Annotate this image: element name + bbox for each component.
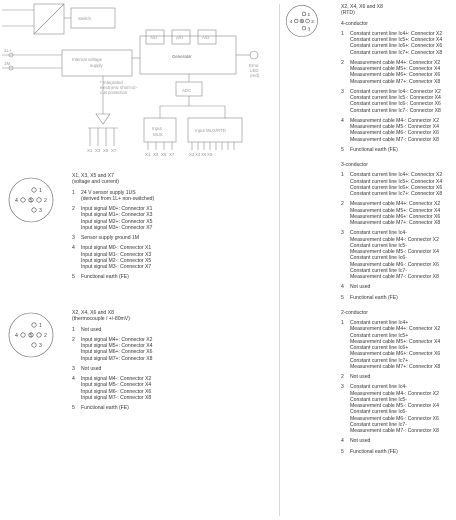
list-item [341, 295, 455, 301]
pin-4-label: 4 [15, 198, 18, 204]
item-line: Measurement cable M7-: Connector X8 [350, 428, 439, 434]
item-line: Measurement cable M7+: Connector X8 [350, 363, 441, 370]
item-number: 3 [72, 235, 75, 241]
item-line: Not used [350, 438, 371, 445]
item-line: Measurement cable M5-: Connector X4 [350, 124, 439, 130]
bottom-left-pin-label: X5 [103, 148, 109, 153]
comparator-2-label: A/D [176, 35, 184, 40]
item-number: 5 [341, 448, 344, 455]
list-item [341, 449, 455, 455]
mux-left-line-2: MUX [153, 132, 163, 137]
list-item [341, 31, 455, 56]
pin-5-label: 5 [29, 198, 33, 204]
item-number: 1 [72, 189, 75, 196]
internal-voltage-line-1: Internal voltage [72, 57, 103, 62]
item-line: Sensor supply ground 1M [81, 235, 140, 241]
item-line: Constant current line Ic6- [350, 409, 407, 416]
list-item [341, 60, 455, 85]
pin-1-label: 1 [307, 13, 311, 19]
list-item [341, 374, 455, 380]
pin-1-label: 1 [39, 188, 42, 194]
item-line: Not used [81, 326, 102, 333]
item-number: 4 [341, 438, 344, 445]
section-thermocouple [72, 310, 272, 411]
item-number: 4 [341, 117, 344, 124]
rtd-title-line-2: (RTD) [341, 10, 355, 17]
pin-4 [21, 333, 25, 337]
pin-3-label: 3 [39, 208, 42, 214]
item-line: Measurement cable M7+: Connector X8 [350, 220, 441, 226]
item-line: Not used [350, 284, 371, 291]
list-item [341, 438, 455, 444]
four-wire-items [341, 31, 455, 153]
item-line: Measurement cable M5-: Connector X4 [350, 249, 439, 255]
list-item [341, 172, 455, 197]
bottom-left-pin-label: X7 [111, 148, 117, 153]
list-item [72, 190, 272, 203]
item-number: 1 [341, 172, 344, 179]
pin-2-label: 2 [44, 333, 47, 339]
item-number: 4 [72, 245, 75, 252]
item-number: 1 [72, 326, 75, 333]
pin-2 [306, 19, 310, 23]
item-line: Measurement cable M4-: Connector X2 [350, 236, 439, 243]
error-label-line-2: LED [250, 68, 259, 73]
pin-3-label: 3 [39, 343, 42, 349]
pin-3 [32, 343, 36, 347]
item-line: Input signal M6+: Connector X6 [81, 349, 153, 356]
item-line: Constant current line Ic7-: Connector X8 [350, 107, 441, 114]
list-item [72, 245, 272, 270]
error-label-line-1: Error [249, 63, 259, 68]
comparator-1-label: A/D [150, 35, 158, 40]
item-line: Input signal M7-: Connector X8 [81, 394, 152, 401]
item-number: 5 [341, 294, 344, 301]
item-line: Not used [350, 374, 371, 380]
pin-1 [32, 323, 36, 327]
item-line: Constant current line Ic5-: Connector X4 [350, 95, 441, 101]
item-line: Functional earth (FE) [350, 294, 398, 301]
item-line: Measurement cable M6+: Connector X6 [350, 72, 441, 79]
item-line: Input signal M4+: Connector X2 [81, 336, 153, 343]
internal-voltage-line-2: supply [90, 63, 103, 68]
connector-pinout-rtd [282, 4, 326, 48]
item-number: 5 [72, 274, 75, 281]
section-title-line-2: (voltage and current) [72, 179, 120, 186]
item-line: Functional earth (FE) [350, 448, 398, 455]
mux-left-line-1: Input [152, 126, 162, 131]
comparator-3-label: A/D [202, 35, 210, 40]
pin-4 [294, 19, 298, 23]
item-line: Input signal M2+: Connector X5 [81, 218, 153, 225]
list-item [341, 118, 455, 143]
four-wire-subtitle: 4-conductor [341, 20, 368, 27]
item-line: Measurement cable M4-: Connector X2 [350, 117, 439, 124]
item-line: Input signal M1+: Connector X3 [81, 212, 153, 219]
item-line: Input signal M7+: Connector X8 [81, 355, 153, 362]
connector-pinout-2 [3, 311, 65, 373]
item-line: Measurement cable M4+: Connector X2 [350, 326, 441, 333]
item-line: Constant current line Ic6+: Connector X6 [350, 43, 443, 50]
list-item [72, 366, 272, 372]
list-item [72, 376, 272, 401]
list-item [72, 337, 272, 362]
item-line: Constant current line Ic7- [350, 421, 407, 428]
item-number: 1 [341, 320, 344, 326]
input-mux-right-label: Input MUX/RTD [195, 128, 226, 133]
pin-5-label: 5 [300, 20, 304, 26]
item-line: Measurement cable M5-: Connector X4 [350, 403, 439, 409]
list-item [341, 320, 455, 370]
item-line: Measurement cable M4+: Connector X2 [350, 201, 441, 208]
pin-1-label: 1 [39, 323, 42, 329]
item-line: Functional earth (FE) [350, 146, 398, 153]
item-line: Measurement cable M4-: Connector X2 [350, 390, 439, 397]
pin-1 [32, 188, 36, 192]
item-number: 4 [341, 284, 344, 291]
item-number: 3 [341, 88, 344, 95]
list-item [341, 147, 455, 153]
item-line: Input signal M1-: Connector X3 [81, 251, 152, 258]
section-title-line-2: (thermocouple / +/-80mV) [72, 316, 130, 323]
item-line: Constant current line Ic7+: Connector X8 [350, 49, 443, 56]
pinout-1-svg [3, 176, 65, 238]
bottom-right-pin-label: X1 [145, 152, 151, 157]
item-number: 2 [341, 374, 344, 380]
block-diagram-svg [0, 0, 276, 168]
item-line: Measurement cable M6-: Connector X6 [350, 261, 439, 268]
two-wire-subtitle: 2-conductor [341, 309, 368, 316]
three-wire-subtitle: 3-conductor [341, 162, 368, 168]
switch-label: Switch [78, 16, 91, 21]
item-line: Constant current line Ic6+ [350, 345, 409, 351]
error-label-line-3: (red) [250, 73, 260, 78]
adc-label: ADC [182, 88, 192, 93]
item-number: 2 [72, 336, 75, 343]
item-line: (derived from 1L+ non-switched) [81, 195, 155, 202]
integrated-line-2: electronic short-cir- [100, 85, 138, 90]
section-rtd [341, 4, 455, 455]
error-led [250, 51, 258, 59]
pin-2 [37, 198, 41, 202]
bottom-left-pin-label: X1 [87, 148, 93, 153]
item-line: Input signal M6-: Connector X6 [81, 388, 152, 395]
pin-3 [302, 26, 306, 30]
integrated-label [100, 80, 139, 95]
item-line: Measurement cable M7-: Connector X8 [350, 136, 439, 143]
item-number: 1 [341, 30, 344, 37]
bottom-left-pin-labels [87, 148, 117, 153]
list-item [72, 206, 272, 231]
pin-5-label: 5 [29, 333, 33, 339]
item-number: 5 [72, 405, 75, 411]
item-number: 3 [72, 365, 75, 372]
list-item [341, 230, 455, 280]
list-item [341, 384, 455, 434]
item-line: Constant current line Ic7- [350, 267, 407, 274]
item-line: 24 V sensor supply 1US [81, 189, 136, 196]
item-line: Constant current line Ic4- [350, 230, 407, 237]
item-line: Constant current line Ic4+: Connector X2 [350, 172, 443, 179]
bottom-right-pin-label: X6 [201, 152, 207, 157]
list-item [72, 274, 272, 280]
internal-voltage-label [72, 57, 103, 68]
section-title-line-1: X2, X4, X6 and X8 [72, 310, 114, 316]
item-line: Measurement cable M5+: Connector X4 [350, 207, 441, 214]
pinout-2-svg [3, 311, 65, 373]
two-wire-items [341, 320, 455, 455]
item-line: Constant current line Ic6- [350, 255, 407, 262]
list-item [341, 89, 455, 114]
bottom-left-pin-label: X3 [95, 148, 101, 153]
item-line: Functional earth (FE) [81, 274, 129, 281]
item-line: Measurement cable M5+: Connector X4 [350, 66, 441, 72]
block-diagram [0, 0, 276, 168]
pin-3 [32, 208, 36, 212]
bottom-right-pin-label: X8 [207, 152, 213, 157]
item-line: Input signal M0-: Connector X1 [81, 245, 152, 252]
pin-4-label: 4 [289, 20, 293, 26]
item-line: Constant current line Ic5- [350, 396, 407, 403]
pin-3-label: 3 [307, 27, 311, 33]
pin-1 [302, 12, 306, 16]
item-line: Input signal M4-: Connector X2 [81, 376, 152, 382]
item-line: Constant current line Ic6+: Connector X6 [350, 184, 443, 191]
pinout-rtd-svg [282, 4, 326, 48]
item-number: 2 [341, 59, 344, 66]
item-line: Measurement cable M6+: Connector X6 [350, 351, 441, 358]
integrated-line-3: cuit protection [100, 90, 128, 95]
connector-pinout-1 [3, 176, 65, 238]
item-line: Not used [81, 365, 102, 372]
list-item [72, 405, 272, 411]
item-line: Input signal M5+: Connector X4 [81, 343, 153, 349]
list-item [341, 201, 455, 226]
pin-2-label: 2 [311, 20, 314, 26]
generator-label: Generator [172, 54, 192, 59]
item-line: Constant current line Ic4- [350, 384, 407, 391]
item-line: Constant current line Ic5+: Connector X4 [350, 37, 443, 43]
section-2-items [72, 327, 272, 412]
item-number: 5 [341, 146, 344, 153]
item-line: Constant current line Ic7+ [350, 357, 409, 364]
section-voltage-current [72, 173, 272, 281]
item-line: Measurement cable M4+: Connector X2 [350, 59, 441, 66]
item-line: Constant current line Ic4+: Connector X2 [350, 30, 443, 37]
rtd-title-line-1: X2, X4, X6 and X8 [341, 4, 383, 10]
column-divider [279, 4, 280, 516]
three-wire-items [341, 172, 455, 301]
item-line: Constant current line Ic7+: Connector X8 [350, 191, 443, 197]
list-item [72, 327, 272, 333]
label-1m: 1M [4, 61, 11, 66]
pin-4-label: 4 [15, 333, 18, 339]
error-label [249, 63, 260, 78]
item-line: Input signal M5-: Connector X4 [81, 382, 152, 389]
switch-diagonal [34, 4, 64, 34]
item-number: 3 [341, 384, 344, 391]
item-line: Functional earth (FE) [81, 405, 129, 411]
sensor-supply-symbol [96, 114, 110, 124]
item-line: Constant current line Ic4+ [350, 320, 409, 326]
pin-2-label: 2 [44, 198, 47, 204]
bottom-right-pin-label: X4 [195, 152, 201, 157]
item-line: Measurement cable M5+: Connector X4 [350, 338, 441, 345]
item-line: Input signal M3+: Connector X7 [81, 224, 153, 231]
item-line: Constant current line Ic4-: Connector X2 [350, 88, 441, 95]
item-line: Measurement cable M7-: Connector X8 [350, 274, 439, 280]
pin-2 [37, 333, 41, 337]
item-line: Measurement cable M6+: Connector X6 [350, 213, 441, 220]
bottom-right-pin-label: X5 [161, 152, 167, 157]
item-number: 4 [72, 376, 75, 382]
item-line: Constant current line Ic6-: Connector X6 [350, 101, 441, 108]
integrated-line-1: * Integrated [100, 80, 123, 85]
bottom-right-pin-labels [145, 152, 213, 157]
label-1l: 1L+ [4, 48, 12, 53]
item-line: Measurement cable M6-: Connector X6 [350, 415, 439, 422]
input-mux-left-label [152, 126, 163, 137]
item-line: Input signal M2-: Connector X5 [81, 257, 152, 264]
bottom-right-pin-label: X7 [169, 152, 175, 157]
item-line: Input signal M0+: Connector X1 [81, 206, 153, 212]
item-number: 3 [341, 230, 344, 237]
bottom-right-pin-label: X3 [153, 152, 159, 157]
item-line: Constant current line Ic5- [350, 242, 407, 249]
list-item [72, 235, 272, 241]
item-line: Constant current line Ic5+ [350, 332, 409, 339]
item-line: Measurement cable M7+: Connector X8 [350, 78, 441, 85]
bottom-right-pin-label: X2 [189, 152, 195, 157]
item-number: 2 [72, 206, 75, 212]
item-line: Input signal M3-: Connector X7 [81, 264, 152, 270]
section-1-items [72, 190, 272, 281]
item-line: Measurement cable M6-: Connector X6 [350, 130, 439, 137]
item-line: Constant current line Ic5+: Connector X4 [350, 178, 443, 185]
pin-4 [21, 198, 25, 202]
item-number: 2 [341, 201, 344, 208]
section-title-line-1: X1, X3, X5 and X7 [72, 173, 114, 179]
list-item [341, 284, 455, 290]
